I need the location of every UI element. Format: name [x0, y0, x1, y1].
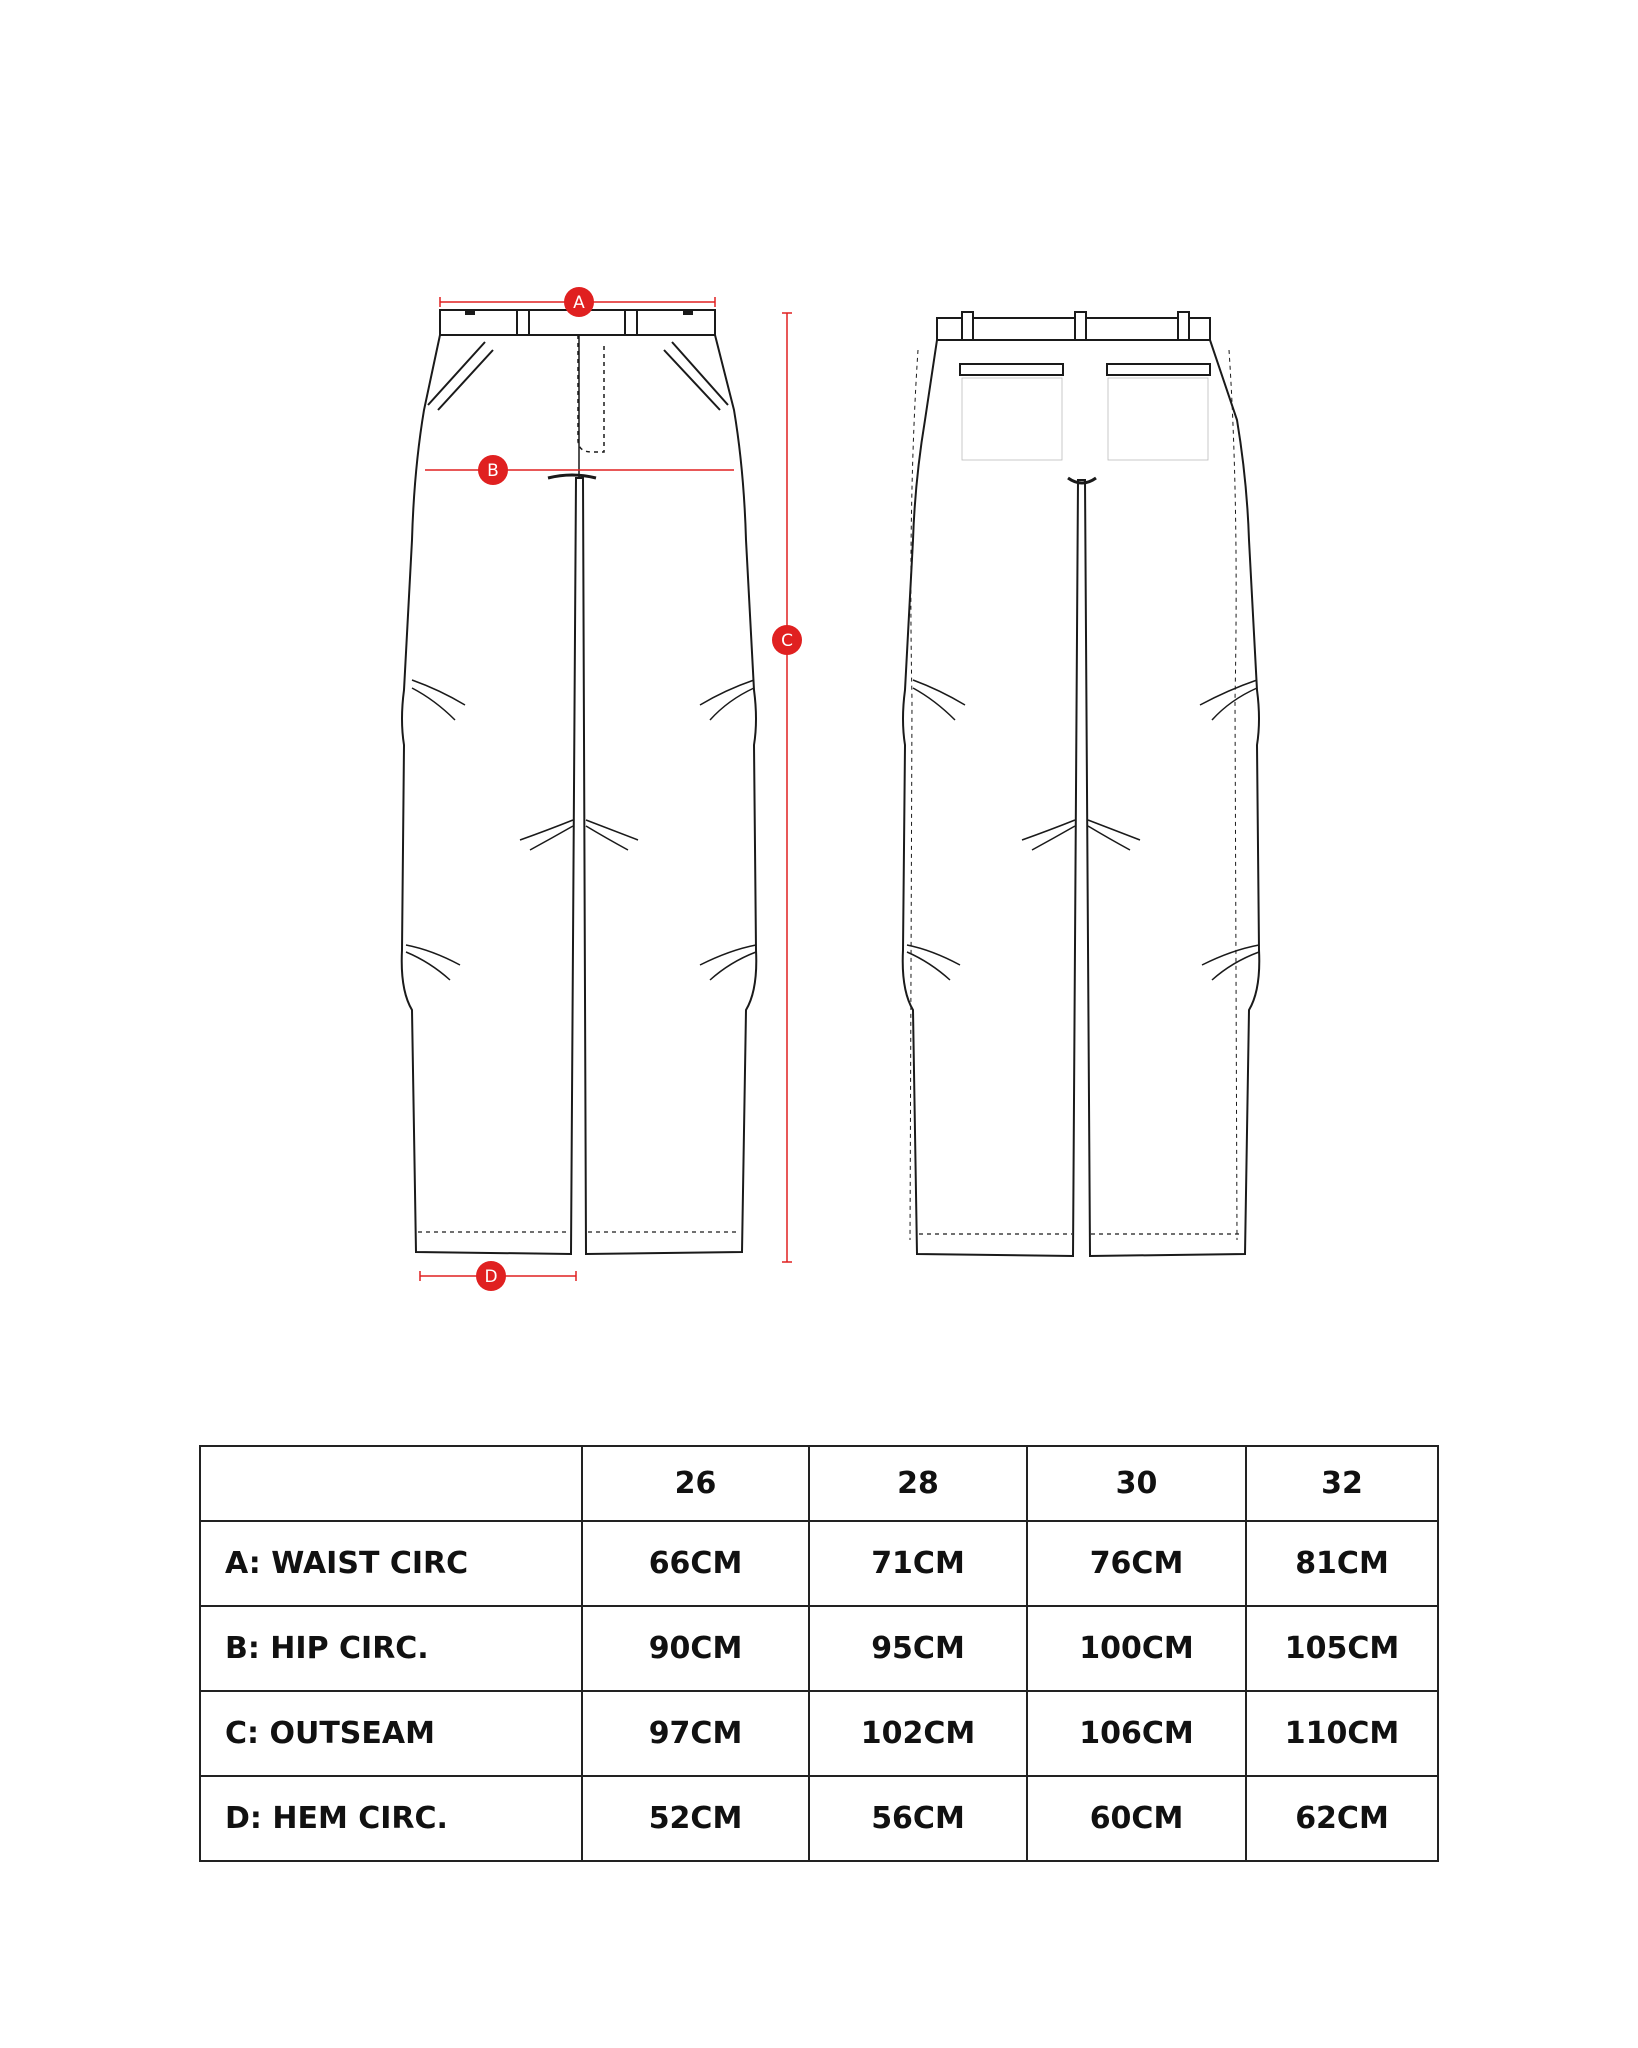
pants-back-view — [903, 312, 1260, 1256]
table-cell: 95CM — [809, 1606, 1027, 1691]
table-cell: 110CM — [1246, 1691, 1438, 1776]
row-label: B: HIP CIRC. — [200, 1606, 582, 1691]
row-label: A: WAIST CIRC — [200, 1521, 582, 1606]
row-hem-circ — [200, 1776, 1438, 1861]
table-cell: 81CM — [1246, 1521, 1438, 1606]
marker-b — [478, 455, 508, 485]
table-cell: 76CM — [1027, 1521, 1246, 1606]
marker-a — [564, 287, 594, 317]
table-cell: 97CM — [582, 1691, 809, 1776]
table-cell: 60CM — [1027, 1776, 1246, 1861]
back-outline — [903, 340, 1260, 1256]
size-chart-table — [199, 1445, 1439, 1862]
table-cell: 66CM — [582, 1521, 809, 1606]
marker-c — [772, 625, 802, 655]
row-hip-circ — [200, 1606, 1438, 1691]
back-waistband — [937, 318, 1210, 340]
header-size-30: 30 — [1027, 1446, 1246, 1521]
table-cell: 52CM — [582, 1776, 809, 1861]
table-cell: 90CM — [582, 1606, 809, 1691]
svg-text:C: C — [781, 631, 793, 651]
table-cell: 100CM — [1027, 1606, 1246, 1691]
row-outseam — [200, 1691, 1438, 1776]
table-cell: 62CM — [1246, 1776, 1438, 1861]
svg-text:B: B — [487, 461, 499, 481]
header-size-26: 26 — [582, 1446, 809, 1521]
table-cell: 106CM — [1027, 1691, 1246, 1776]
table-cell: 71CM — [809, 1521, 1027, 1606]
header-cell-empty — [200, 1446, 582, 1521]
svg-text:D: D — [484, 1267, 498, 1287]
row-label: C: OUTSEAM — [200, 1691, 582, 1776]
pants-front-view — [402, 310, 757, 1254]
row-label: D: HEM CIRC. — [200, 1776, 582, 1861]
header-size-32: 32 — [1246, 1446, 1438, 1521]
table-cell: 105CM — [1246, 1606, 1438, 1691]
size-header-row — [200, 1446, 1438, 1521]
table-cell: 56CM — [809, 1776, 1027, 1861]
header-size-28: 28 — [809, 1446, 1027, 1521]
table-cell: 102CM — [809, 1691, 1027, 1776]
svg-text:A: A — [573, 293, 585, 313]
marker-d — [476, 1261, 506, 1291]
row-waist-circ — [200, 1521, 1438, 1606]
